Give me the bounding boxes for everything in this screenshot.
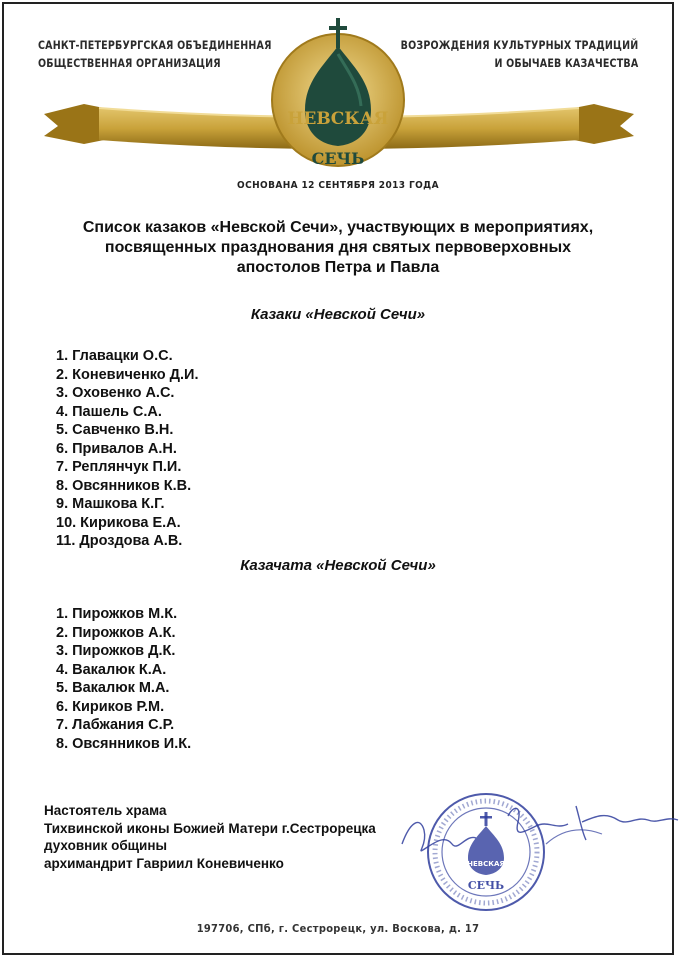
header-right-line-2: И ОБЫЧАЕВ КАЗАЧЕСТВА: [494, 56, 638, 70]
emblem-text-2: СЕЧЬ: [311, 149, 365, 168]
title-line-1: Список казаков «Невской Сечи», участвующих в мероприятиях,: [82, 219, 594, 236]
list-item: 2. Пирожков А.К.: [56, 624, 176, 641]
list-item: 1. Главацки О.С.: [56, 348, 173, 364]
stamp-and-signature: [396, 786, 680, 916]
header-left-line-2: ОБЩЕСТВЕННАЯ ОРГАНИЗАЦИЯ: [38, 56, 221, 70]
list-item: 6. Привалов А.Н.: [56, 440, 177, 457]
founded-date: ОСНОВАНА 12 СЕНТЯБРЯ 2013 ГОДА: [237, 180, 439, 191]
list-item: 8. Овсянников И.К.: [56, 735, 192, 752]
list-item: 10. Кирикова Е.А.: [56, 514, 181, 531]
list-item: 3. Оховенко А.С.: [56, 385, 175, 401]
title-line-2: посвященных празднования дня святых первоверховных: [104, 239, 572, 256]
emblem-text-1: НЕВСКАЯ: [287, 109, 389, 129]
signature-line-2: Тихвинской иконы Божией Матери г.Сестрорецка: [44, 820, 376, 836]
kazachata-list: [56, 605, 191, 753]
list-item: 11. Дроздова А.В.: [56, 533, 183, 549]
list-item: 4. Вакалюк К.А.: [56, 661, 167, 678]
seal-text-1: НЕВСКАЯ: [467, 860, 505, 868]
list-item: 7. Лабжания С.Р.: [56, 717, 175, 733]
header-left-line-1: САНКТ-ПЕТЕРБУРГСКАЯ ОБЪЕДИНЕННАЯ: [38, 38, 272, 52]
cossacks-list: [56, 347, 198, 551]
title-line-3: апостолов Петра и Павла: [236, 259, 440, 276]
document-title: [44, 218, 632, 278]
footer-address: 197706, СПб, г. Сестрорецк, ул. Воскова, д. 17: [196, 922, 480, 935]
signature-line-3: духовник общины: [44, 838, 168, 853]
letter-page: [2, 2, 674, 955]
list-item: 2. Коневиченко Д.И.: [56, 366, 199, 383]
list-item: 4. Пашель С.А.: [56, 403, 162, 420]
list-item: 9. Машкова К.Г.: [56, 496, 165, 512]
list-item: 8. Овсянников К.В.: [56, 477, 192, 494]
list-item: 5. Вакалюк М.А.: [56, 680, 170, 696]
section-kazachata-heading: Казачата «Невской Сечи»: [240, 557, 436, 574]
list-item: 3. Пирожков Д.К.: [56, 643, 176, 659]
list-item: 6. Кириков Р.М.: [56, 698, 165, 715]
signature-block: [44, 802, 376, 872]
section-cossacks-heading: Казаки «Невской Сечи»: [250, 306, 426, 323]
header-left-text: [38, 36, 272, 72]
header-right-line-1: ВОЗРОЖДЕНИЯ КУЛЬТУРНЫХ ТРАДИЦИЙ: [400, 38, 638, 52]
list-item: 7. Реплянчук П.И.: [56, 459, 182, 475]
list-item: 1. Пирожков М.К.: [56, 606, 178, 622]
signature-line-4: архимандрит Гавриил Коневиченко: [44, 855, 284, 871]
nevskaya-sech-emblem: [267, 14, 409, 182]
signature-line-1: Настоятель храма: [44, 803, 167, 818]
seal-text-2: СЕЧЬ: [467, 879, 505, 892]
list-item: 5. Савченко В.Н.: [56, 422, 174, 438]
header-right-text: [400, 36, 638, 72]
